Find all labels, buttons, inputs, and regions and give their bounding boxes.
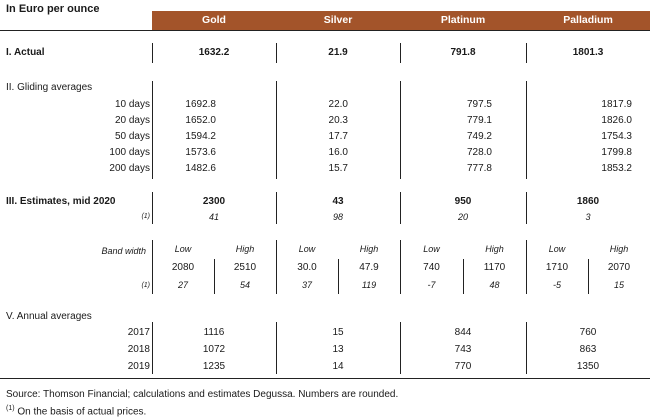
estimate-pct-gold: 41 xyxy=(208,212,219,222)
gliding-palladium: 1853.2 xyxy=(601,163,632,174)
band-low-silver: 30.0 xyxy=(297,262,317,273)
band-high-silver: 47.9 xyxy=(359,262,379,273)
band-low-pct-palladium: -5 xyxy=(552,280,561,290)
gliding-silver: 20.3 xyxy=(328,115,348,126)
gliding-gold: 1482.6 xyxy=(185,163,216,174)
gliding-palladium: 1754.3 xyxy=(601,131,632,142)
band-low-pct-platinum: -7 xyxy=(427,280,436,290)
estimate-pct-platinum: 20 xyxy=(457,212,468,222)
annual-platinum: 770 xyxy=(454,361,472,372)
gliding-row-label: 100 days xyxy=(109,147,150,158)
footnote-marker: (1) xyxy=(141,213,150,220)
band-low-label: Low xyxy=(298,244,316,254)
band-width-label: Band width xyxy=(101,246,146,256)
gliding-platinum: 749.2 xyxy=(466,131,492,142)
gliding-platinum: 797.5 xyxy=(466,99,492,110)
gliding-row-label: 200 days xyxy=(109,163,150,174)
gliding-gold: 1594.2 xyxy=(185,131,216,142)
actual-gold: 1632.2 xyxy=(198,47,230,58)
column-header-platinum: Platinum xyxy=(440,14,486,26)
gliding-row-label: 50 days xyxy=(114,131,150,142)
estimate-pct-silver: 98 xyxy=(332,212,343,222)
annual-gold: 1235 xyxy=(202,361,226,372)
column-header-silver: Silver xyxy=(323,14,353,26)
source-note: Source: Thomson Financial; calculations and estimates Degussa. Numbers are rounded. xyxy=(6,389,399,400)
band-high-palladium: 2070 xyxy=(607,262,631,273)
band-high-pct-gold: 54 xyxy=(239,280,250,290)
gliding-palladium: 1817.9 xyxy=(601,99,632,110)
gliding-platinum: 728.0 xyxy=(466,147,492,158)
actual-palladium: 1801.3 xyxy=(572,47,604,58)
estimates-label: III. Estimates, mid 2020 xyxy=(6,196,116,207)
estimate-gold: 2300 xyxy=(202,196,226,207)
annual-row-label: 2017 xyxy=(127,327,150,338)
table-bottom-rule xyxy=(0,378,650,379)
annual-gold: 1072 xyxy=(202,344,226,355)
header-rule xyxy=(0,30,650,31)
band-high-label: High xyxy=(359,244,379,254)
gliding-silver: 15.7 xyxy=(328,163,348,174)
gliding-silver: 17.7 xyxy=(328,131,348,142)
gliding-platinum: 777.8 xyxy=(466,163,492,174)
gliding-palladium: 1826.0 xyxy=(601,115,632,126)
actual-label: I. Actual xyxy=(6,47,45,58)
band-low-label: Low xyxy=(423,244,440,254)
annual-row-label: 2018 xyxy=(127,344,150,355)
estimate-pct-palladium: 3 xyxy=(585,212,591,222)
estimate-palladium: 1860 xyxy=(576,196,600,207)
annual-palladium: 760 xyxy=(579,327,597,338)
band-low-pct-silver: 37 xyxy=(301,280,312,290)
gliding-row-label: 20 days xyxy=(114,115,150,126)
gliding-palladium: 1799.8 xyxy=(601,147,632,158)
annual-gold: 1116 xyxy=(203,327,225,338)
annual-platinum: 844 xyxy=(454,327,472,338)
gliding-platinum: 779.1 xyxy=(466,115,492,126)
annual-platinum: 743 xyxy=(454,344,472,355)
gliding-label: II. Gliding averages xyxy=(6,82,93,93)
column-header-gold: Gold xyxy=(202,14,226,26)
footnote-marker: (1) xyxy=(141,282,150,289)
annual-silver: 15 xyxy=(332,327,344,338)
gliding-gold: 1652.0 xyxy=(185,115,216,126)
gliding-silver: 16.0 xyxy=(328,147,348,158)
annual-silver: 13 xyxy=(332,344,344,355)
gliding-row-label: 10 days xyxy=(114,99,150,110)
band-high-platinum: 1170 xyxy=(483,262,506,273)
band-low-platinum: 740 xyxy=(423,262,440,273)
annual-silver: 14 xyxy=(332,361,344,372)
annual-row-label: 2019 xyxy=(127,361,150,372)
column-header-palladium: Palladium xyxy=(563,14,613,26)
band-high-label: High xyxy=(609,244,629,254)
band-low-palladium: 1710 xyxy=(545,262,569,273)
annual-palladium: 1350 xyxy=(576,361,600,372)
gliding-gold: 1692.8 xyxy=(185,99,216,110)
actual-platinum: 791.8 xyxy=(450,47,476,58)
actual-silver: 21.9 xyxy=(328,47,348,58)
footnote-text: On the basis of actual prices. xyxy=(17,406,147,418)
annual-palladium: 863 xyxy=(579,344,597,355)
gliding-gold: 1573.6 xyxy=(185,147,216,158)
band-high-label: High xyxy=(485,244,504,254)
estimate-platinum: 950 xyxy=(454,196,472,207)
estimate-silver: 43 xyxy=(332,196,344,207)
unit-label: In Euro per ounce xyxy=(6,3,100,15)
band-high-pct-silver: 119 xyxy=(361,280,377,290)
band-low-gold: 2080 xyxy=(171,262,195,273)
band-low-label: Low xyxy=(548,244,566,254)
band-high-pct-platinum: 48 xyxy=(489,280,500,290)
band-high-gold: 2510 xyxy=(233,262,257,273)
band-low-label: Low xyxy=(174,244,192,254)
footnote-marker: (1) xyxy=(6,405,15,412)
annual-label: V. Annual averages xyxy=(6,311,92,322)
gliding-silver: 22.0 xyxy=(328,99,348,110)
band-high-pct-palladium: 15 xyxy=(613,280,624,290)
footnote xyxy=(6,405,146,417)
band-high-label: High xyxy=(235,244,255,254)
band-low-pct-gold: 27 xyxy=(177,280,188,290)
